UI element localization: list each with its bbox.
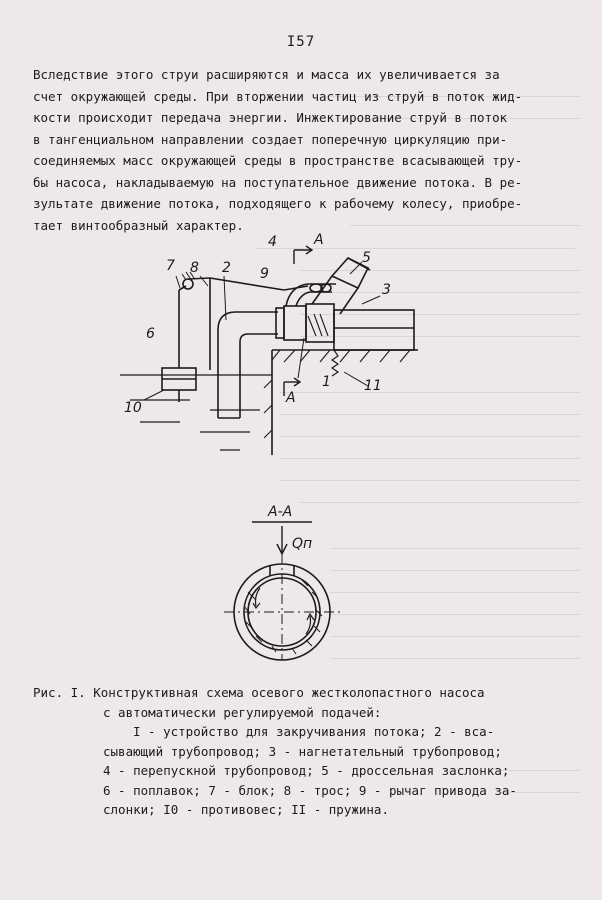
- paragraph-line: кости происходит передача энергии. Инжектирование струй в поток: [33, 110, 508, 125]
- section-arrows: [284, 246, 312, 396]
- label-7: 7: [166, 258, 175, 274]
- spring: [332, 350, 338, 376]
- section-view: [224, 522, 340, 660]
- label-arrow-bottom: А: [286, 390, 296, 406]
- paragraph-line: соединяемых масс окружающей среды в пространстве всасывающей тру-: [33, 153, 523, 168]
- label-5: 5: [362, 250, 371, 266]
- section-label: А-А: [268, 504, 293, 520]
- pump-schematic-figure: [100, 232, 430, 670]
- figure-caption: [33, 683, 578, 820]
- caption-line: с автоматически регулируемой подачей:: [103, 704, 382, 720]
- paragraph-line: счет окружающей среды. При вторжении частиц из струй в поток жид-: [33, 88, 523, 104]
- caption-legend-line: I - устройство для закручивания потока; 2 - вса-: [133, 724, 495, 739]
- caption-title: Рис. I. Конструктивная схема осевого жестколопастного насоса: [33, 685, 485, 700]
- label-6: 6: [146, 326, 155, 342]
- paragraph-line: в тангенциальном направлении создает поперечную циркуляцию при-: [33, 131, 508, 147]
- page-number: I57: [286, 34, 316, 50]
- impeller-zone: [308, 314, 328, 336]
- label-11: 11: [364, 378, 382, 394]
- caption-legend-line: сывающий трубопровод; 3 - нагнетательный трубопровод;: [103, 743, 502, 759]
- paragraph-line: зультате движение потока, подходящего к рабочему колесу, приобре-: [33, 196, 523, 211]
- body-paragraph: [33, 64, 578, 236]
- label-10: 10: [124, 400, 142, 416]
- caption-legend-line: слонки; I0 - противовес; II - пружина.: [103, 802, 389, 817]
- paragraph-line: тает винтообразный характер.: [33, 217, 244, 233]
- suction-pipe: [218, 312, 278, 418]
- label-1: 1: [322, 374, 331, 390]
- label-4: 4: [268, 234, 277, 250]
- label-2: 2: [222, 260, 231, 276]
- paragraph-line: Вследствие этого струи расширяются и масса их увеличивается за: [33, 67, 500, 82]
- label-8: 8: [190, 260, 199, 276]
- paragraph-line: бы насоса, накладываемую на поступательное движение потока. В ре-: [33, 174, 523, 190]
- flow-label: Qп: [292, 536, 313, 552]
- caption-legend-line: 4 - перепускной трубопровод; 5 - дроссельная заслонка;: [103, 763, 510, 778]
- pump-casing: [276, 304, 414, 350]
- label-arrow-top: А: [314, 232, 324, 248]
- label-3: 3: [382, 282, 391, 298]
- bypass-pipe: [286, 284, 336, 306]
- label-9: 9: [260, 266, 269, 282]
- caption-legend-line: 6 - поплавок; 7 - блок; 8 - трос; 9 - рычаг привода за-: [103, 782, 517, 798]
